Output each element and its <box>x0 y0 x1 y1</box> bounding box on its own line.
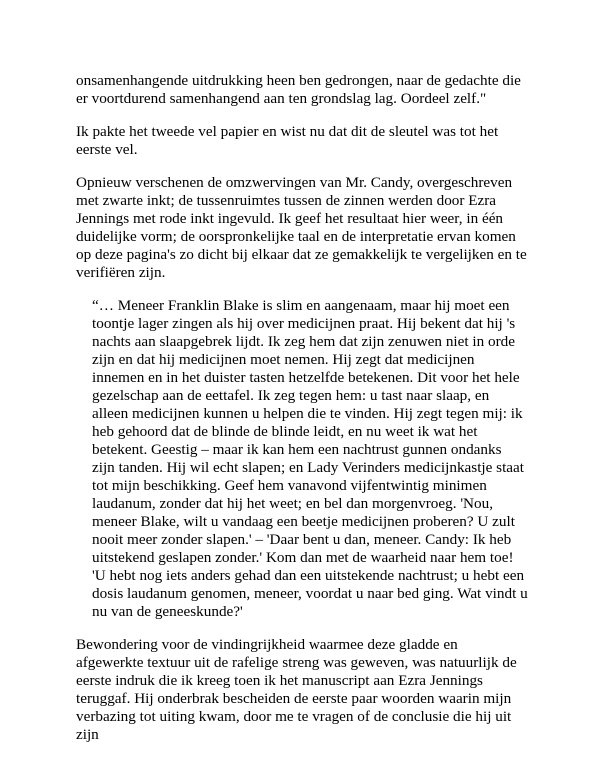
block-quote: “… Meneer Franklin Blake is slim en aangenaam, maar hij moet een toontje lager zingen als hij over medicijnen praat. Hij bekent dat hij 's nachts aan slaapgebrek lijdt. Ik zeg hem dat zijn zenuwen niet in orde zijn en dat hij medicijnen moet nemen. Hij zegt dat medicijnen innemen en in het duister tasten hetzelfde betekenen. Dit voor het hele gezelschap aan de eettafel. Ik zeg tegen hem: u tast naar slaap, en alleen medicijnen kunnen u helpen die te vinden. Hij zegt tegen mij: ik heb gehoord dat de blinde de blinde leidt, en nu weet ik wat het betekent. Geestig – maar ik kan hem een nachtrust gunnen ondanks zijn tanden. Hij wil echt slapen; en Lady Verinders medicijnkastje staat tot mijn beschikking. Geef hem vanavond vijfentwintig minimen laudanum, zonder dat hij het weet; en bel dan morgenvroeg. 'Nou, meneer Blake, wilt u vandaag een beetje medicijnen proberen? U zult nooit meer zonder slapen.' – 'Daar bent u dan, meneer. Candy: Ik heb uitstekend geslapen zonder.' Kom dan met de waarheid naar hem toe! 'U hebt nog iets anders gehad dan een uitstekende nachtrust; u hebt een dosis laudanum genomen, meneer, voordat u naar bed ging. Wat vindt u nu van de geneeskunde?' <box>92 297 528 620</box>
document-page <box>76 72 528 759</box>
paragraph-2: Ik pakte het tweede vel papier en wist nu dat dit de sleutel was tot het eerste vel. <box>76 123 499 158</box>
paragraph-5: Bewondering voor de vindingrijkheid waarmee deze gladde en afgewerkte textuur uit de rafelige streng was geweven, was natuurlijk de eerste indruk die ik kreeg toen ik het manuscript aan Ezra Jennings teruggaf. Hij onderbrak bescheiden de eerste paar woorden waarin mijn verbazing tot uiting kwam, door me te vragen of de conclusie die hij uit zijn <box>76 636 517 743</box>
paragraph-1: onsamenhangende uitdrukking heen ben gedrongen, naar de gedachte die er voortdurend samenhangend aan ten grondslag lag. Oordeel zelf." <box>76 72 521 107</box>
paragraph-3: Opnieuw verschenen de omzwervingen van Mr. Candy, overgeschreven met zwarte inkt; de tussenruimtes tussen de zinnen werden door Ezra Jennings met rode inkt ingevuld. Ik geef het resultaat hier weer, in één duidelijke vorm; de oorspronkelijke taal en de interpretatie ervan komen op deze pagina's zo dicht bij elkaar dat ze gemakkelijk te vergelijken en te verifiëren zijn. <box>76 174 527 281</box>
